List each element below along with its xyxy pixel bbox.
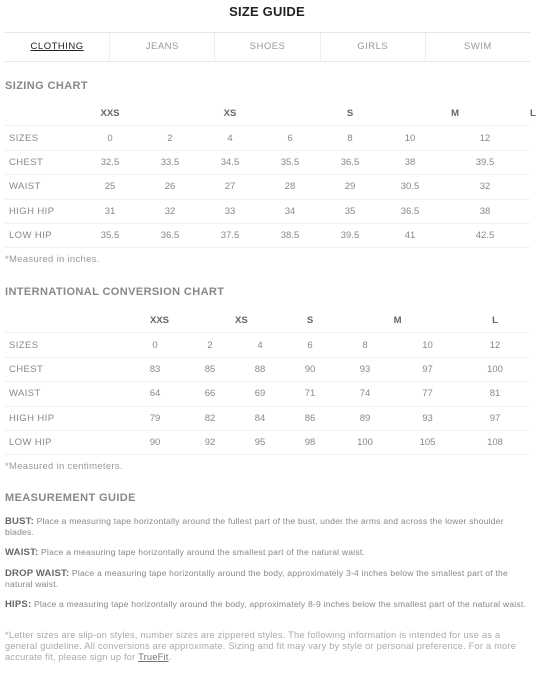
header-l: L (460, 309, 530, 333)
tab-jeans[interactable]: JEANS (110, 33, 215, 61)
row-label: WAIST (5, 175, 80, 199)
table-cell: 30.5 (380, 175, 440, 199)
sizing-chart-title: SIZING CHART (5, 80, 89, 92)
table-cell: 84 (235, 406, 285, 430)
guide-bust (5, 516, 527, 537)
table-cell: 26 (140, 175, 200, 199)
table-cell: 33 (200, 199, 260, 223)
table-cell: 38.5 (260, 223, 320, 247)
sizing-chart-table (5, 102, 536, 248)
footer-end: . (168, 652, 172, 662)
footer-note (5, 630, 529, 663)
page-title: SIZE GUIDE (229, 4, 305, 19)
table-cell: 92 (185, 430, 235, 454)
table-cell: 31 (80, 199, 140, 223)
guide-text: Place a measuring tape horizontally around the fullest part of the bust, under the arms and across the lower shoulder blades. (5, 516, 504, 537)
conversion-chart-title: INTERNATIONAL CONVERSION CHART (5, 286, 225, 298)
row-label: LOW HIP (5, 223, 80, 247)
guide-text: Place a measuring tape horizontally around the body, approximately 3-4 inches below the smallest part of the natural waist. (5, 568, 508, 589)
table-cell: 41 (380, 223, 440, 247)
truefit-link[interactable]: TrueFit (138, 652, 169, 662)
table-cell: 82 (185, 406, 235, 430)
table-cell: 81 (460, 382, 530, 406)
tab-shoes[interactable]: SHOES (215, 33, 320, 61)
table-row (5, 406, 530, 430)
row-label: HIGH HIP (5, 199, 80, 223)
table-cell: 77 (395, 382, 460, 406)
header-xs: XS (200, 102, 320, 126)
table-row (5, 223, 530, 247)
table-cell: 83 (125, 357, 185, 381)
table-cell: 4 (200, 126, 260, 150)
table-cell: 25 (80, 175, 140, 199)
table-header-row: XXS XS S M L (5, 102, 530, 126)
table-cell: 90 (125, 430, 185, 454)
table-cell: 105 (395, 430, 460, 454)
row-label: CHEST (5, 150, 80, 174)
table-cell: 66 (185, 382, 235, 406)
table-cell: 100 (460, 357, 530, 381)
table-row (5, 333, 530, 357)
table-cell: 0 (80, 126, 140, 150)
table-cell: 85 (185, 357, 235, 381)
table-cell: 8 (335, 333, 395, 357)
guide-hips (5, 599, 527, 610)
tab-swim[interactable]: SWIM (463, 41, 492, 52)
header-m: M (380, 102, 530, 126)
table-cell: 36.5 (140, 223, 200, 247)
row-label: SIZES (5, 333, 125, 357)
table-cell: 36.5 (320, 150, 380, 174)
table-cell: 6 (285, 333, 335, 357)
guide-term: HIPS: (5, 599, 32, 610)
table-cell: 10 (395, 333, 460, 357)
tab-girls[interactable]: GIRLS (321, 33, 426, 61)
table-cell: 6 (260, 126, 320, 150)
table-cell: 2 (140, 126, 200, 150)
header-s: S (285, 309, 335, 333)
table-cell: 100 (335, 430, 395, 454)
footer-text: *Letter sizes are slip-on styles, number sizes are zippered styles. The following information is intended for use as a general guideline. All conversions are approximate. Sizing and fit may vary by style or personal preference. For a more accurate fit, please sign up for (5, 630, 517, 662)
centimeters-note: *Measured in centimeters. (5, 461, 123, 472)
table-cell: 28 (260, 175, 320, 199)
table-cell: 93 (395, 406, 460, 430)
table-row (5, 199, 530, 223)
table-cell: 36.5 (380, 199, 440, 223)
header-xxs: XXS (125, 309, 235, 333)
table-cell: 38 (380, 150, 440, 174)
header-m: M (335, 309, 460, 333)
measurement-guide-title: MEASUREMENT GUIDE (5, 492, 136, 504)
table-row (5, 357, 530, 381)
header-spacer (5, 102, 80, 126)
row-label: LOW HIP (5, 430, 125, 454)
guide-text: Place a measuring tape horizontally around the body, approximately 8-9 inches below the smallest part of the natural waist. (33, 599, 527, 609)
table-cell: 69 (235, 382, 285, 406)
table-cell: 35.5 (80, 223, 140, 247)
table-cell: 0 (125, 333, 185, 357)
table-cell: 34.5 (200, 150, 260, 174)
row-label: WAIST (5, 382, 125, 406)
table-cell: 32 (140, 199, 200, 223)
header-spacer (5, 309, 125, 333)
table-row (5, 150, 530, 174)
table-cell: 86 (285, 406, 335, 430)
table-cell: 34 (260, 199, 320, 223)
table-cell: 74 (335, 382, 395, 406)
table-cell: 38 (440, 199, 530, 223)
row-label: HIGH HIP (5, 406, 125, 430)
table-cell: 64 (125, 382, 185, 406)
table-cell: 27 (200, 175, 260, 199)
guide-term: DROP WAIST: (5, 568, 70, 579)
table-cell: 79 (125, 406, 185, 430)
tab-clothing[interactable]: CLOTHING (5, 33, 110, 61)
table-row (5, 382, 530, 406)
table-cell: 95 (235, 430, 285, 454)
table-cell: 97 (460, 406, 530, 430)
guide-text: Place a measuring tape horizontally around the smallest part of the natural waist. (41, 547, 366, 557)
table-cell: 10 (380, 126, 440, 150)
row-label: CHEST (5, 357, 125, 381)
table-cell: 39.5 (440, 150, 530, 174)
inches-note: *Measured in inches. (5, 254, 100, 265)
category-tabs (5, 32, 530, 62)
table-cell: 88 (235, 357, 285, 381)
table-cell: 89 (335, 406, 395, 430)
table-cell: 71 (285, 382, 335, 406)
table-cell: 4 (235, 333, 285, 357)
table-cell: 37.5 (200, 223, 260, 247)
table-cell: 32 (440, 175, 530, 199)
table-cell: 2 (185, 333, 235, 357)
table-cell: 42.5 (440, 223, 530, 247)
table-cell: 29 (320, 175, 380, 199)
row-label: SIZES (5, 126, 80, 150)
guide-waist (5, 547, 527, 558)
table-row (5, 430, 530, 454)
guide-term: WAIST: (5, 547, 39, 558)
table-header-row (5, 309, 530, 333)
table-row (5, 126, 530, 150)
table-cell: 33.5 (140, 150, 200, 174)
table-cell: 108 (460, 430, 530, 454)
table-row (5, 175, 530, 199)
table-cell: 90 (285, 357, 335, 381)
table-cell: 35 (320, 199, 380, 223)
guide-drop-waist (5, 568, 527, 589)
table-cell: 8 (320, 126, 380, 150)
table-cell: 32.5 (80, 150, 140, 174)
table-cell: 12 (460, 333, 530, 357)
header-xxs: XXS (80, 102, 200, 126)
table-cell: 97 (395, 357, 460, 381)
header-xs: XS (235, 309, 285, 333)
table-cell: 39.5 (320, 223, 380, 247)
table-cell: 12 (440, 126, 530, 150)
guide-term: BUST: (5, 516, 34, 527)
header-s: S (320, 102, 380, 126)
table-cell: 98 (285, 430, 335, 454)
table-cell: 35.5 (260, 150, 320, 174)
conversion-chart-table (5, 309, 530, 455)
table-cell: 93 (335, 357, 395, 381)
